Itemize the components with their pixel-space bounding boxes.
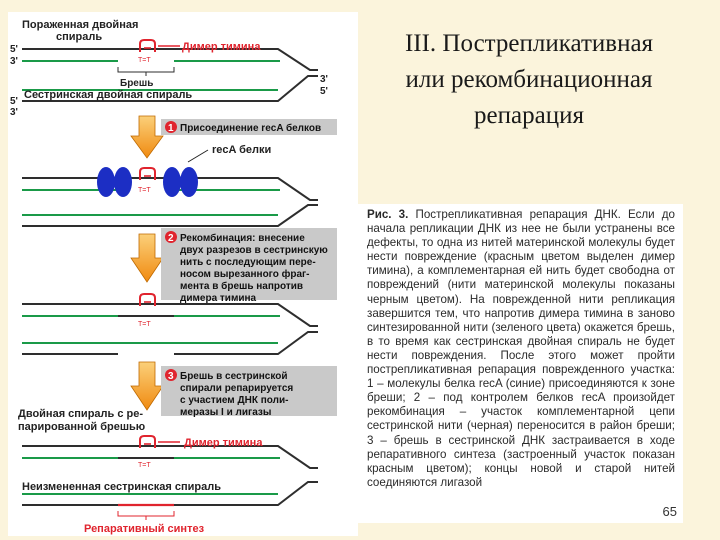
step-number: 3 xyxy=(168,371,174,382)
label-sister-helix: Сестринская двойная спираль xyxy=(24,89,193,101)
reca-pointer xyxy=(188,150,208,162)
label-thymine-dimer-2: Димер тимина xyxy=(184,437,263,449)
repair-diagram xyxy=(8,12,358,536)
end-label: 3' xyxy=(320,74,328,85)
title-line: III. Пострепликативная xyxy=(404,30,654,57)
step-text: Присоединение recA белков xyxy=(180,123,322,134)
dimer-label: T=T xyxy=(138,57,151,64)
caption-heading: Рис. 3. xyxy=(367,208,409,221)
label-reparative-synthesis: Репаративный синтез xyxy=(84,523,205,535)
dimer-label: T=T xyxy=(138,462,151,469)
step-2-arrow-icon xyxy=(131,234,163,282)
title-line: репарация xyxy=(474,102,584,129)
label-gap: Брешь xyxy=(120,78,154,89)
step-text: нить с последующим пере- xyxy=(180,257,316,268)
label-reca-proteins: recA белки xyxy=(212,144,272,156)
slide-title xyxy=(362,26,696,134)
end-label: 3' xyxy=(10,56,18,67)
label-unchanged-sister: Неизмененная сестринская спираль xyxy=(22,481,221,493)
end-label: 5' xyxy=(10,96,18,107)
figure-caption xyxy=(357,204,683,523)
figure-panel xyxy=(8,12,358,536)
title-line: или рекомбинационная xyxy=(405,66,653,93)
step-text: димера тимина xyxy=(180,293,257,304)
end-label: 5' xyxy=(320,86,328,97)
caption-paragraph xyxy=(367,208,675,490)
step-text: спирали репарируется xyxy=(180,383,294,394)
dimer-label: T=T xyxy=(138,187,151,194)
thymine-dimer-icon xyxy=(140,40,155,52)
step-text: мента в брешь напротив xyxy=(180,281,304,292)
step-3-arrow-icon xyxy=(131,362,163,410)
step-text: меразы I и лигазы xyxy=(180,407,272,418)
step-text: двух разрезов в сестринскую xyxy=(180,245,328,256)
step-text: Брешь в сестринской xyxy=(180,371,288,382)
page-number: 65 xyxy=(662,504,677,519)
dimer-label: T=T xyxy=(138,321,151,328)
label-helix-repaired-1: Двойная спираль с ре- xyxy=(18,408,144,420)
label-damaged-helix-2: спираль xyxy=(56,31,103,43)
damaged-strand xyxy=(22,49,318,70)
step-text: носом вырезанного фраг- xyxy=(180,269,310,280)
end-label: 5' xyxy=(10,44,18,55)
synthesis-bracket xyxy=(118,511,174,520)
label-damaged-helix-1: Пораженная двойная xyxy=(22,19,139,31)
label-thymine-dimer: Димер тимина xyxy=(182,41,261,53)
gap-bracket xyxy=(118,67,174,76)
step-1-arrow-icon xyxy=(131,116,163,158)
end-label: 3' xyxy=(10,107,18,118)
step-text: с участием ДНК поли- xyxy=(180,395,289,406)
step-text: Рекомбинация: внесение xyxy=(180,233,305,244)
step-number: 2 xyxy=(168,233,174,244)
step-number: 1 xyxy=(168,123,174,134)
caption-body: Пострепликативная репарация ДНК. Если до начала репликации ДНК из нее не были устранены все дефекты, то одна из нитей материнской молекулы будет нести повреждение (красным цветом выделен димер тимина), а комплементарная ей нить будет свободна от повреждений (нити материнской молекулы показаны черным цветом). На поврежденной нити репликация завершится тем, что напротив димера тимина в заново синтезированной нити (зеленого цвета) окажется брешь, в то время как сестринская двойная спираль не будет нести повреждения. После этого может пройти пострепликативная репарация поврежденного участка: 1 – молекулы белка recA (синие) присоединяются к зоне бреши; 2 – под контролем белков recA произойдет рекомбинация – участок комплементарной цепи сестринской нити (черная) переносится в район бреши; 3 – брешь в сестринской ДНК застраивается в ходе репаративного синтеза (застроенный участок показан красным цветом); концы новой и старой нитей соединяются лигазой xyxy=(367,208,675,489)
label-helix-repaired-2: парированной брешью xyxy=(18,421,146,433)
